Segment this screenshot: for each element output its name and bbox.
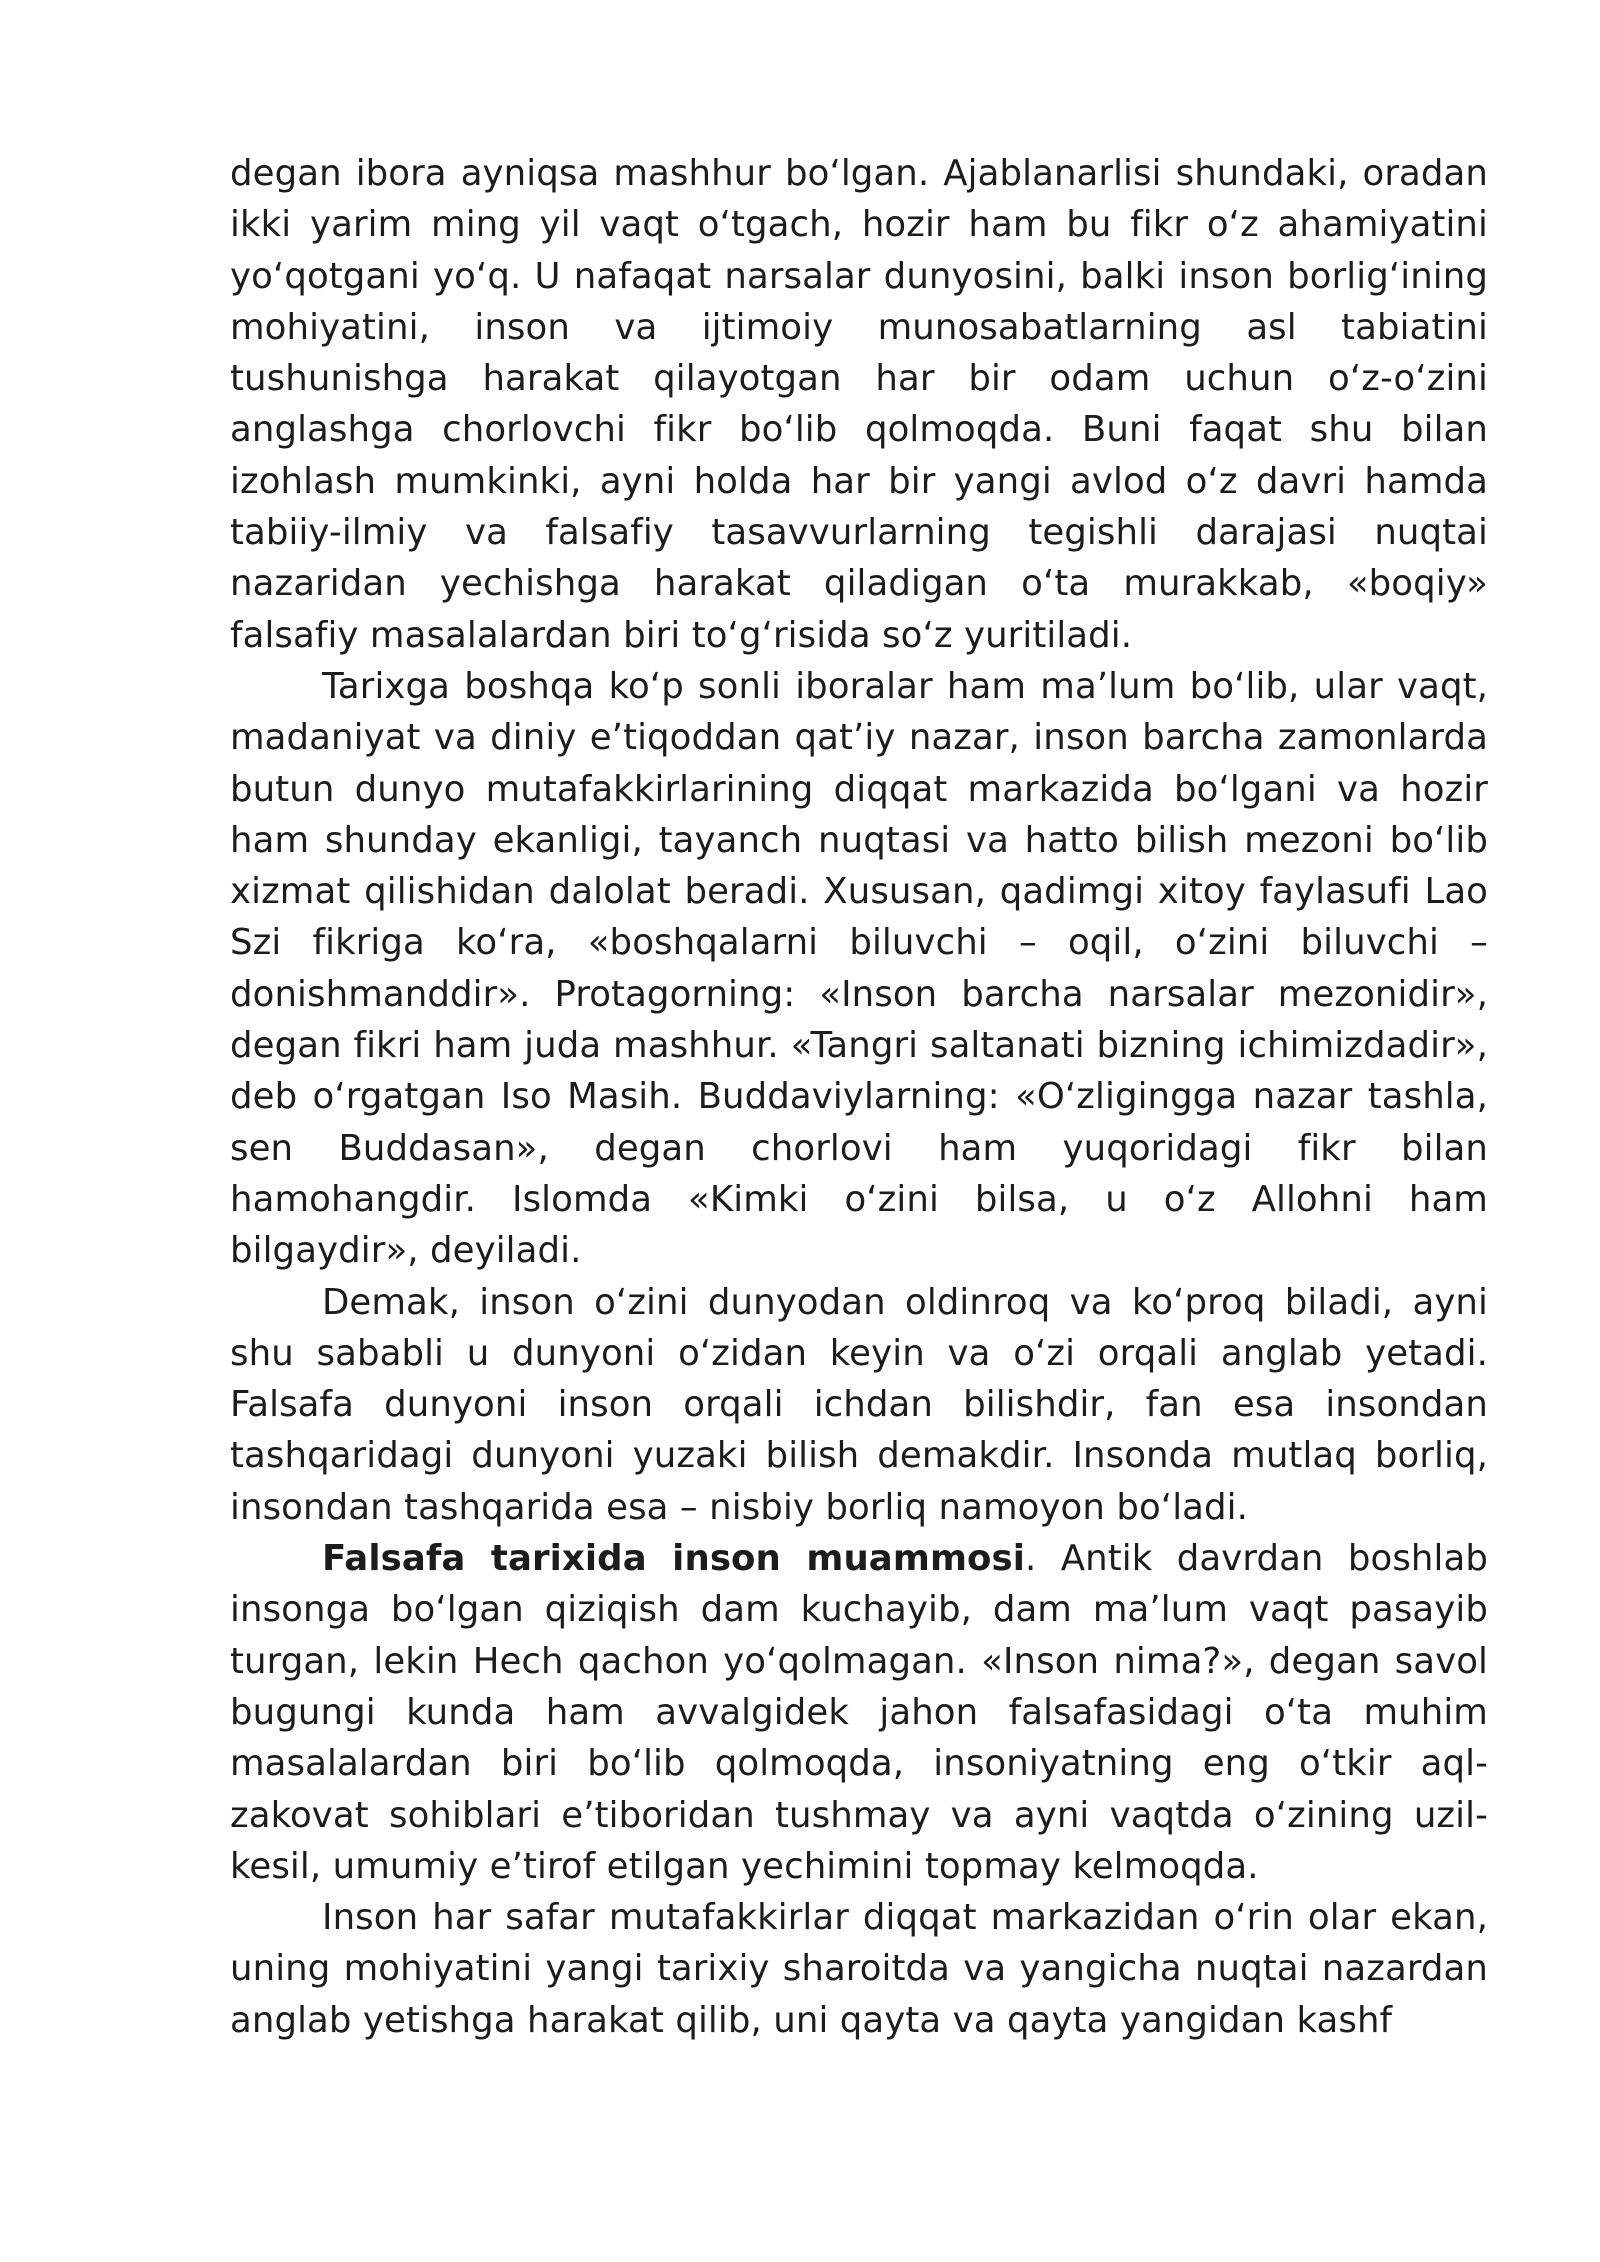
document-page — [230, 148, 1488, 2046]
paragraph-1-text: degan ibora ayniqsa mashhur boʻlgan. Ajablanarlisi shundaki, oradan ikki yarim ming yil vaqt oʻtgach, hozir ham bu fikr oʻz ahamiyatini yoʻqotgani yoʻq. U nafaqat narsalar dunyosini, balki inson borligʻining mohiyatini, inson va ijtimoiy munosabatlarning asl tabiatini tushunishga harakat qilayotgan har bir odam uchun oʻz-oʻzini anglashga chorlovchi fikr boʻlib qolmoqda. Buni faqat shu bilan izohlash mumkinki, ayni holda har bir yangi avlod oʻz davri hamda tabiiy-ilmiy va falsafiy tasavvurlarning tegishli darajasi nuqtai nazaridan yechishga harakat qiladigan oʻta murakkab, «boqiy» falsafiy masalalardan biri toʻgʻrisida soʻz yuritiladi. — [230, 153, 1488, 656]
paragraph-3 — [230, 1277, 1488, 1533]
section-heading-inline: Falsafa tarixida inson muammosi — [322, 1538, 1026, 1580]
paragraph-4-text: . Antik davrdan boshlab insonga boʻlgan qiziqish dam kuchayib, dam maʼlum vaqt pasayib turgan, lekin Hech qachon yoʻqolmagan. «Inson nima?», degan savol bugungi kunda ham avvalgidek jahon falsafasidagi oʻta muhim masalalardan biri boʻlib qolmoqda, insoniyatning eng oʻtkir aql-zakovat sohiblari eʼtiboridan tushmay va ayni vaqtda oʻzining uzil-kesil, umumiy eʼtirof etilgan yechimini topmay kelmoqda. — [230, 1538, 1488, 1887]
paragraph-5 — [230, 1892, 1488, 2046]
paragraph-1 — [230, 148, 1488, 661]
paragraph-2 — [230, 661, 1488, 1277]
paragraph-5-text: Inson har safar mutafakkirlar diqqat markazidan oʻrin olar ekan, uning mohiyatini yangi tarixiy sharoitda va yangicha nuqtai nazardan anglab yetishga harakat qilib, uni qayta va qayta yangidan kashf — [230, 1897, 1488, 2041]
paragraph-3-text: Demak, inson oʻzini dunyodan oldinroq va koʻproq biladi, ayni shu sababli u dunyoni oʻzidan keyin va oʻzi orqali anglab yetadi. Falsafa dunyoni inson orqali ichdan bilishdir, fan esa insondan tashqaridagi dunyoni yuzaki bilish demakdir. Insonda mutlaq borliq, insondan tashqarida esa – nisbiy borliq namoyon boʻladi. — [230, 1281, 1488, 1528]
paragraph-4 — [230, 1533, 1488, 1892]
paragraph-2-text: Tarixga boshqa koʻp sonli iboralar ham maʼlum boʻlib, ular vaqt, madaniyat va diniy eʼtiqoddan qatʼiy nazar, inson barcha zamonlarda butun dunyo mutafakkirlarining diqqat markazida boʻlgani va hozir ham shunday ekanligi, tayanch nuqtasi va hatto bilish mezoni boʻlib xizmat qilishidan dalolat beradi. Xususan, qadimgi xitoy faylasufi Lao Szi fikriga koʻra, «boshqalarni biluvchi – oqil, oʻzini biluvchi – donishmanddir». Protagorning: «Inson barcha narsalar mezonidir», degan fikri ham juda mashhur. «Tangri saltanati bizning ichimizdadir», deb oʻrgatgan Iso Masih. Buddaviylarning: «Oʻzligingga nazar tashla, sen Buddasan», degan chorlovi ham yuqoridagi fikr bilan hamohangdir. Islomda «Kimki oʻzini bilsa, u oʻz Allohni ham bilgaydir», deyiladi. — [230, 665, 1488, 1272]
